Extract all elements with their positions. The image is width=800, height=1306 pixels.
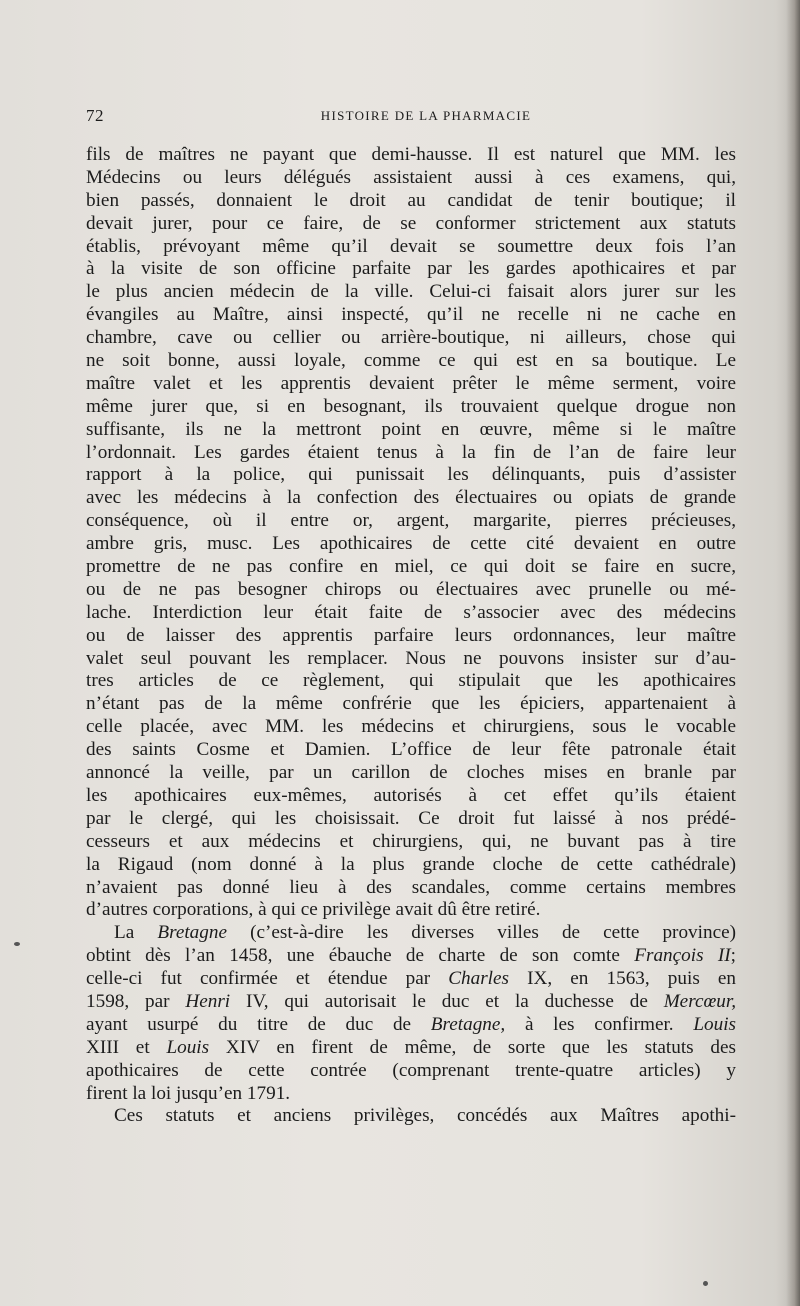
text-line — [86, 487, 736, 510]
text-line — [86, 968, 736, 991]
text-line — [86, 922, 736, 945]
text-line — [86, 693, 736, 716]
text-line — [86, 808, 736, 831]
text-line — [86, 1014, 736, 1037]
italic-name: Mercœur, — [663, 990, 737, 1012]
text-line — [86, 304, 736, 327]
text-segment: à la visite de son officine parfaite par les gardes apothicaires et par — [86, 258, 736, 280]
text-segment: à les confirmer. — [505, 1013, 694, 1035]
text-line — [86, 670, 736, 693]
text-segment: n’étant pas de la même confrérie que les épiciers, appartenaient à — [86, 693, 736, 715]
text-segment: Médecins ou leurs délégués assistaient aussi à ces examens, qui, — [86, 166, 736, 188]
text-segment: suffisante, ils ne la mettront point en œuvre, même si le maître — [86, 418, 736, 440]
text-segment: annoncé la veille, par un carillon de cloches mises en branle par — [86, 762, 736, 784]
text-line — [86, 236, 736, 259]
text-segment: La — [114, 922, 158, 944]
text-line — [86, 533, 736, 556]
text-segment: la Rigaud (nom donné à la plus grande cloche de cette cathédrale) — [86, 853, 736, 875]
text-line — [86, 464, 736, 487]
text-line — [86, 281, 736, 304]
text-segment: Ces statuts et anciens privilèges, concédés aux Maîtres apothi- — [114, 1105, 736, 1127]
print-speck — [14, 942, 20, 946]
text-segment: firent la loi jusqu’en 1791. — [86, 1082, 291, 1104]
text-line — [86, 716, 736, 739]
text-segment: bien passés, donnaient le droit au candidat de tenir boutique; il — [86, 189, 736, 211]
text-line — [86, 625, 736, 648]
body-text — [86, 144, 736, 1128]
italic-name: Bretagne — [157, 922, 227, 944]
italic-name: Louis — [693, 1013, 737, 1035]
text-line — [86, 258, 736, 281]
text-line — [86, 442, 736, 465]
text-line — [86, 579, 736, 602]
text-segment: tres articles de ce règlement, qui stipulait que les apothicaires — [86, 670, 736, 692]
text-line — [86, 510, 736, 533]
text-segment: maître valet et les apprentis devaient prêter le même serment, voire — [86, 372, 736, 394]
text-segment: XIV en firent de même, de sorte que les statuts des — [209, 1036, 737, 1058]
running-title: HISTOIRE DE LA PHARMACIE — [320, 108, 532, 123]
text-line — [86, 396, 736, 419]
text-segment: chambre, cave ou cellier ou arrière-boutique, ni ailleurs, chose qui — [86, 327, 736, 349]
text-segment: XIII et — [86, 1036, 167, 1058]
text-segment: fils de maîtres ne payant que demi-hausse. Il est naturel que MM. les — [86, 144, 736, 165]
text-line — [86, 144, 736, 167]
text-segment: IV, qui autorisait le duc et la duchesse de — [230, 990, 664, 1012]
text-line — [86, 899, 736, 922]
text-segment: celle-ci fut confirmée et étendue par — [86, 968, 449, 990]
text-line — [86, 991, 736, 1014]
text-segment: obtint dès l’an 1458, une ébauche de charte de son comte — [86, 945, 635, 967]
text-segment: par le clergé, qui les choisissait. Ce droit fut laissé à nos prédé- — [86, 807, 736, 829]
text-line — [86, 1037, 736, 1060]
text-segment: ambre gris, musc. Les apothicaires de cette cité devaient en outre — [86, 533, 736, 555]
text-line — [86, 190, 736, 213]
text-segment: avec les médecins à la confection des électuaires ou opiats de grande — [86, 487, 736, 509]
text-segment: promettre de ne pas confire en miel, ce qui doit se faire en sucre, — [86, 556, 736, 578]
italic-name: François II — [634, 945, 731, 967]
text-segment: celle placée, avec MM. les médecins et chirurgiens, sous le vocable — [86, 716, 736, 738]
text-line — [86, 1060, 736, 1083]
text-line — [86, 831, 736, 854]
text-line — [86, 327, 736, 350]
text-line — [86, 877, 736, 900]
text-line — [86, 602, 736, 625]
text-segment: IX, en 1563, puis en — [509, 968, 737, 990]
text-segment: 1598, par — [86, 990, 186, 1012]
text-segment: ne soit bonne, aussi loyale, comme ce qui est en sa boutique. Le — [86, 350, 736, 372]
text-segment: lache. Interdiction leur était faite de s’associer avec des médecins — [86, 601, 736, 623]
text-line — [86, 739, 736, 762]
page-number: 72 — [86, 106, 104, 125]
text-line — [86, 373, 736, 396]
text-segment: des saints Cosme et Damien. L’office de leur fête patronale était — [86, 739, 736, 761]
italic-name: Bretagne, — [430, 1013, 506, 1035]
italic-name: Charles — [448, 968, 510, 990]
text-line — [86, 556, 736, 579]
text-segment: cesseurs et aux médecins et chirurgiens, qui, ne buvant pas à tire — [86, 830, 736, 852]
print-speck — [703, 1281, 708, 1286]
text-segment: n’avaient pas donné lieu à des scandales, comme certains membres — [86, 876, 736, 898]
text-line — [86, 1083, 736, 1106]
text-segment: les apothicaires eux-mêmes, autorisés à cet effet qu’ils étaient — [86, 784, 736, 806]
text-segment: le plus ancien médecin de la ville. Celui-ci faisait alors jurer sur les — [86, 281, 736, 303]
text-segment: établis, prévoyant même qu’il devait se soumettre deux fois l’an — [86, 235, 736, 257]
italic-name: Louis — [166, 1036, 210, 1058]
text-line — [86, 762, 736, 785]
text-line — [86, 945, 736, 968]
italic-name: Henri — [185, 990, 231, 1012]
page-edge-shadow — [786, 0, 800, 1306]
text-segment: (c’est-à-dire les diverses villes de cette province) — [226, 922, 736, 944]
text-segment: rapport à la police, qui punissait les délinquants, puis d’assister — [86, 464, 736, 486]
text-segment: valet seul pouvant les remplacer. Nous ne pouvons insister sur d’au- — [86, 647, 736, 669]
text-line — [86, 1105, 736, 1128]
text-line — [86, 213, 736, 236]
text-line — [86, 785, 736, 808]
text-segment: d’autres corporations, à qui ce privilège avait dû être retiré. — [86, 899, 541, 921]
text-line — [86, 350, 736, 373]
text-segment: ou de laisser des apprentis parfaire leurs ordonnances, leur maître — [86, 624, 736, 646]
text-line — [86, 419, 736, 442]
text-segment: l’ordonnait. Les gardes étaient tenus à la fin de l’an de faire leur — [86, 441, 736, 463]
text-segment: apothicaires de cette contrée (comprenant trente-quatre articles) y — [86, 1059, 736, 1081]
text-line — [86, 167, 736, 190]
text-segment: ou de ne pas besogner chirops ou électuaires avec prunelle ou mé- — [86, 578, 736, 600]
text-segment: ayant usurpé du titre de duc de — [86, 1013, 431, 1035]
text-line — [86, 854, 736, 877]
text-segment: ; — [730, 945, 736, 967]
page-header — [86, 106, 736, 128]
text-segment: évangiles au Maître, ainsi inspecté, qu’il ne recelle ni ne cache en — [86, 304, 736, 326]
text-segment: devait jurer, pour ce faire, de se conformer strictement aux statuts — [86, 212, 736, 234]
text-segment: même jurer que, si en besognant, ils trouvaient quelque drogue non — [86, 395, 736, 417]
text-line — [86, 648, 736, 671]
text-segment: conséquence, où il entre or, argent, margarite, pierres précieuses, — [86, 510, 736, 532]
